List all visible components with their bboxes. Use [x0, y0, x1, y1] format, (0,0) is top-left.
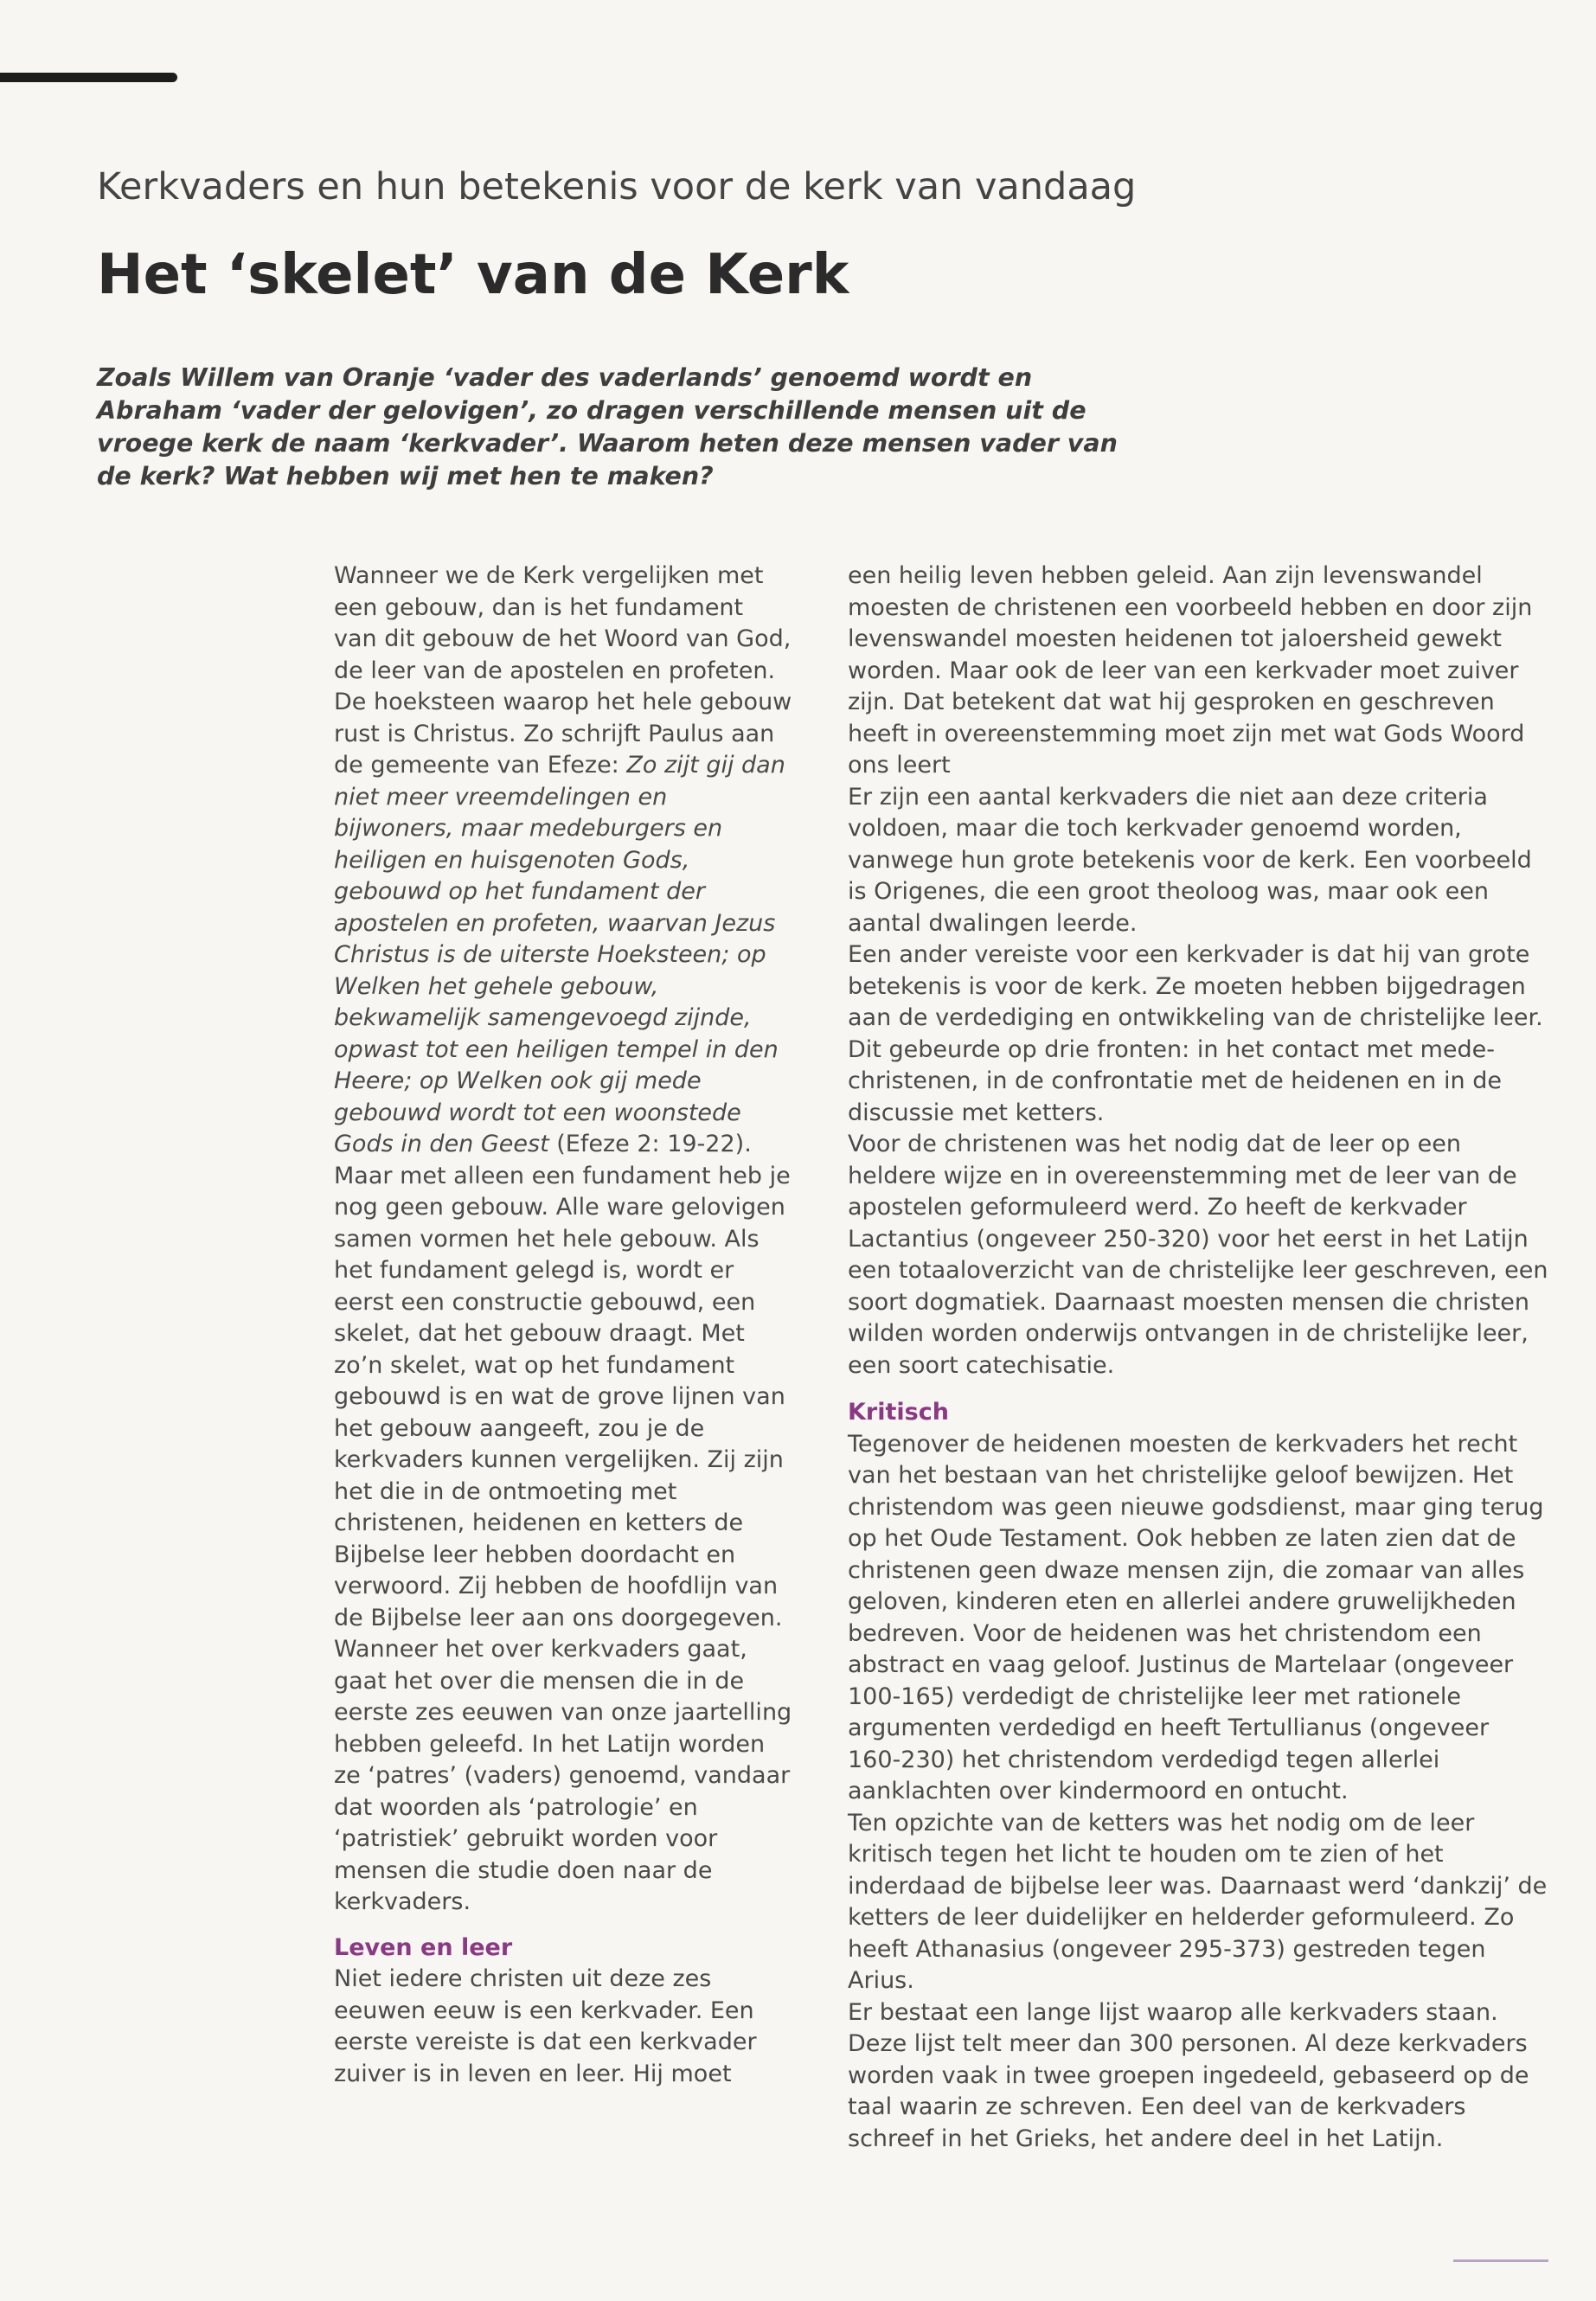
article-kicker: Kerkvaders en hun betekenis voor de kerk van vandaag: [97, 165, 1137, 208]
article-title: Het ‘skelet’ van de Kerk: [97, 243, 849, 307]
right-paragraph-6: Ten opzichte van de ketters was het nodig om de leer kritisch tegen het licht te houden om te zien of het inderdaad de bijbelse leer was. Daarnaast werd ‘dankzij’ de ketters de leer duidelijker en helderder geformuleerd. Zo heeft Athanasius (ongeveer 295-373) gestreden tegen Arius.: [848, 1809, 1548, 1994]
bible-quote: Zo zijt gij dan niet meer vreemdelingen en bijwoners, maar medeburgers en heiligen en huisgenoten Gods, gebouwd op het fundament der apostelen en profeten, waarvan Jezus Christus is de uiterste Hoeksteen; op Welken het gehele gebouw, bekwamelijk samengevoegd zijnde, opwast tot een heiligen tempel in den Heere; op Welken ook gij mede gebouwd wordt tot een woonstede Gods in den Geest: [334, 752, 785, 1157]
right-paragraph-1: een heilig leven hebben geleid. Aan zijn levenswandel moesten de christenen een voorbeeld hebben en door zijn levenswandel moesten heidenen tot jaloersheid gewekt worden. Maar ook de leer van een kerkvader moet zuiver zijn. Dat betekent dat wat hij gesproken en geschreven heeft in overeenstemming moet zijn met wat Gods Woord ons leert: [848, 562, 1533, 779]
subhead-kritisch: Kritisch: [848, 1399, 949, 1426]
left-paragraph-3: Wanneer het over kerkvaders gaat, gaat het over die mensen die in de eerste zes eeuwen van onze jaartelling hebben geleefd. In het Latijn worden ze ‘patres’ (vaders) genoemd, vandaar dat woorden als ‘patrologie’ en ‘patristiek’ gebruikt worden voor mensen die studie doen naar de kerkvaders.: [334, 1636, 792, 1915]
right-paragraph-4: Voor de christenen was het nodig dat de leer op een heldere wijze en in overeenstemming met de leer van de apostelen geformuleerd werd. Zo heeft de kerkvader Lactantius (ongeveer 250-320) voor het eerst in het Latijn een totaaloverzicht van de christelijke leer geschreven, een soort dogmatiek. Daarnaast moesten mensen die christen wilden worden onderwijs ontvangen in de christelijke leer, een soort catechisatie.: [848, 1131, 1548, 1379]
bible-reference: (Efeze 2: 19-22).: [556, 1131, 752, 1157]
right-paragraph-2: Er zijn een aantal kerkvaders die niet aan deze criteria voldoen, maar die toch kerkvader genoemd worden, vanwege hun grote betekenis voor de kerk. Een voorbeeld is Origenes, die een groot theoloog was, maar ook een aantal dwalingen leerde.: [848, 783, 1532, 937]
left-column: [334, 561, 792, 2090]
right-paragraph-3: Een ander vereiste voor een kerkvader is dat hij van grote betekenis is voor de kerk. Ze moeten hebben bijgedragen aan de verdediging en ontwikkeling van de christelijke leer. Dit gebeurde op drie fronten: in het contact met mede-christenen, in de confrontatie met de heidenen en in de discussie met ketters.: [848, 941, 1543, 1126]
right-paragraph-7: Er bestaat een lange lijst waarop alle kerkvaders staan. Deze lijst telt meer dan 300 personen. Al deze kerkvaders worden vaak in twee groepen ingedeeld, gebaseerd op de taal waarin ze schreven. Een deel van de kerkvaders schreef in het Grieks, het andere deel in het Latijn.: [848, 1998, 1529, 2152]
scan-bottom-mark: [1453, 2259, 1548, 2262]
left-paragraph-1: [334, 561, 792, 1161]
left-paragraph-4: Niet iedere christen uit deze zes eeuwen eeuw is een kerkvader. Een eerste vereiste is dat een kerkvader zuiver is in leven en leer. Hij moet: [334, 1965, 757, 2087]
left-paragraph-2: Maar met alleen een fundament heb je nog geen gebouw. Alle ware gelovigen samen vormen het hele gebouw. Als het fundament gelegd is, wordt er eerst een constructie gebouwd, een skelet, dat het gebouw draagt. Met zo’n skelet, wat op het fundament gebouwd is en wat de grove lijnen van het gebouw aangeeft, zou je de kerkvaders kunnen vergelijken. Zij zijn het die in de ontmoeting met christenen, heidenen en ketters de Bijbelse leer hebben doordacht en verwoord. Zij hebben de hoofdlijn van de Bijbelse leer aan ons doorgegeven.: [334, 1162, 791, 1631]
article-lead: Zoals Willem van Oranje ‘vader des vaderlands’ genoemd wordt en Abraham ‘vader der gelovigen’, zo dragen verschillende mensen uit de vroege kerk de naam ‘kerkvader’. Waarom heten deze mensen vader van de kerk? Wat hebben wij met hen te maken?: [97, 363, 1118, 490]
scan-edge-mark: [0, 73, 177, 82]
right-column: [848, 561, 1548, 2155]
subhead-leven-en-leer: Leven en leer: [334, 1933, 513, 1961]
right-paragraph-5: Tegenover de heidenen moesten de kerkvaders het recht van het bestaan van het christelijke geloof bewijzen. Het christendom was geen nieuwe godsdienst, maar ging terug op het Oude Testament. Ook hebben ze laten zien dat de christenen geen dwaze mensen zijn, die zomaar van alles geloven, kinderen eten en allerlei andere gruwelijkheden bedreven. Voor de heidenen was het christendom een abstract en vaag geloof. Justinus de Martelaar (ongeveer 100-165) verdedigt de christelijke leer met rationele argumenten verdedigd en heeft Tertullianus (ongeveer 160-230) het christendom verdedigd tegen allerlei aanklachten over kindermoord en ontucht.: [848, 1430, 1544, 1804]
paragraph-intro: Wanneer we de Kerk vergelijken met een gebouw, dan is het fundament van dit gebouw de het Woord van God, de leer van de apostelen en profeten. De hoeksteen waarop het hele gebouw rust is Christus. Zo schrijft Paulus aan de gemeente van Efeze:: [334, 562, 792, 779]
